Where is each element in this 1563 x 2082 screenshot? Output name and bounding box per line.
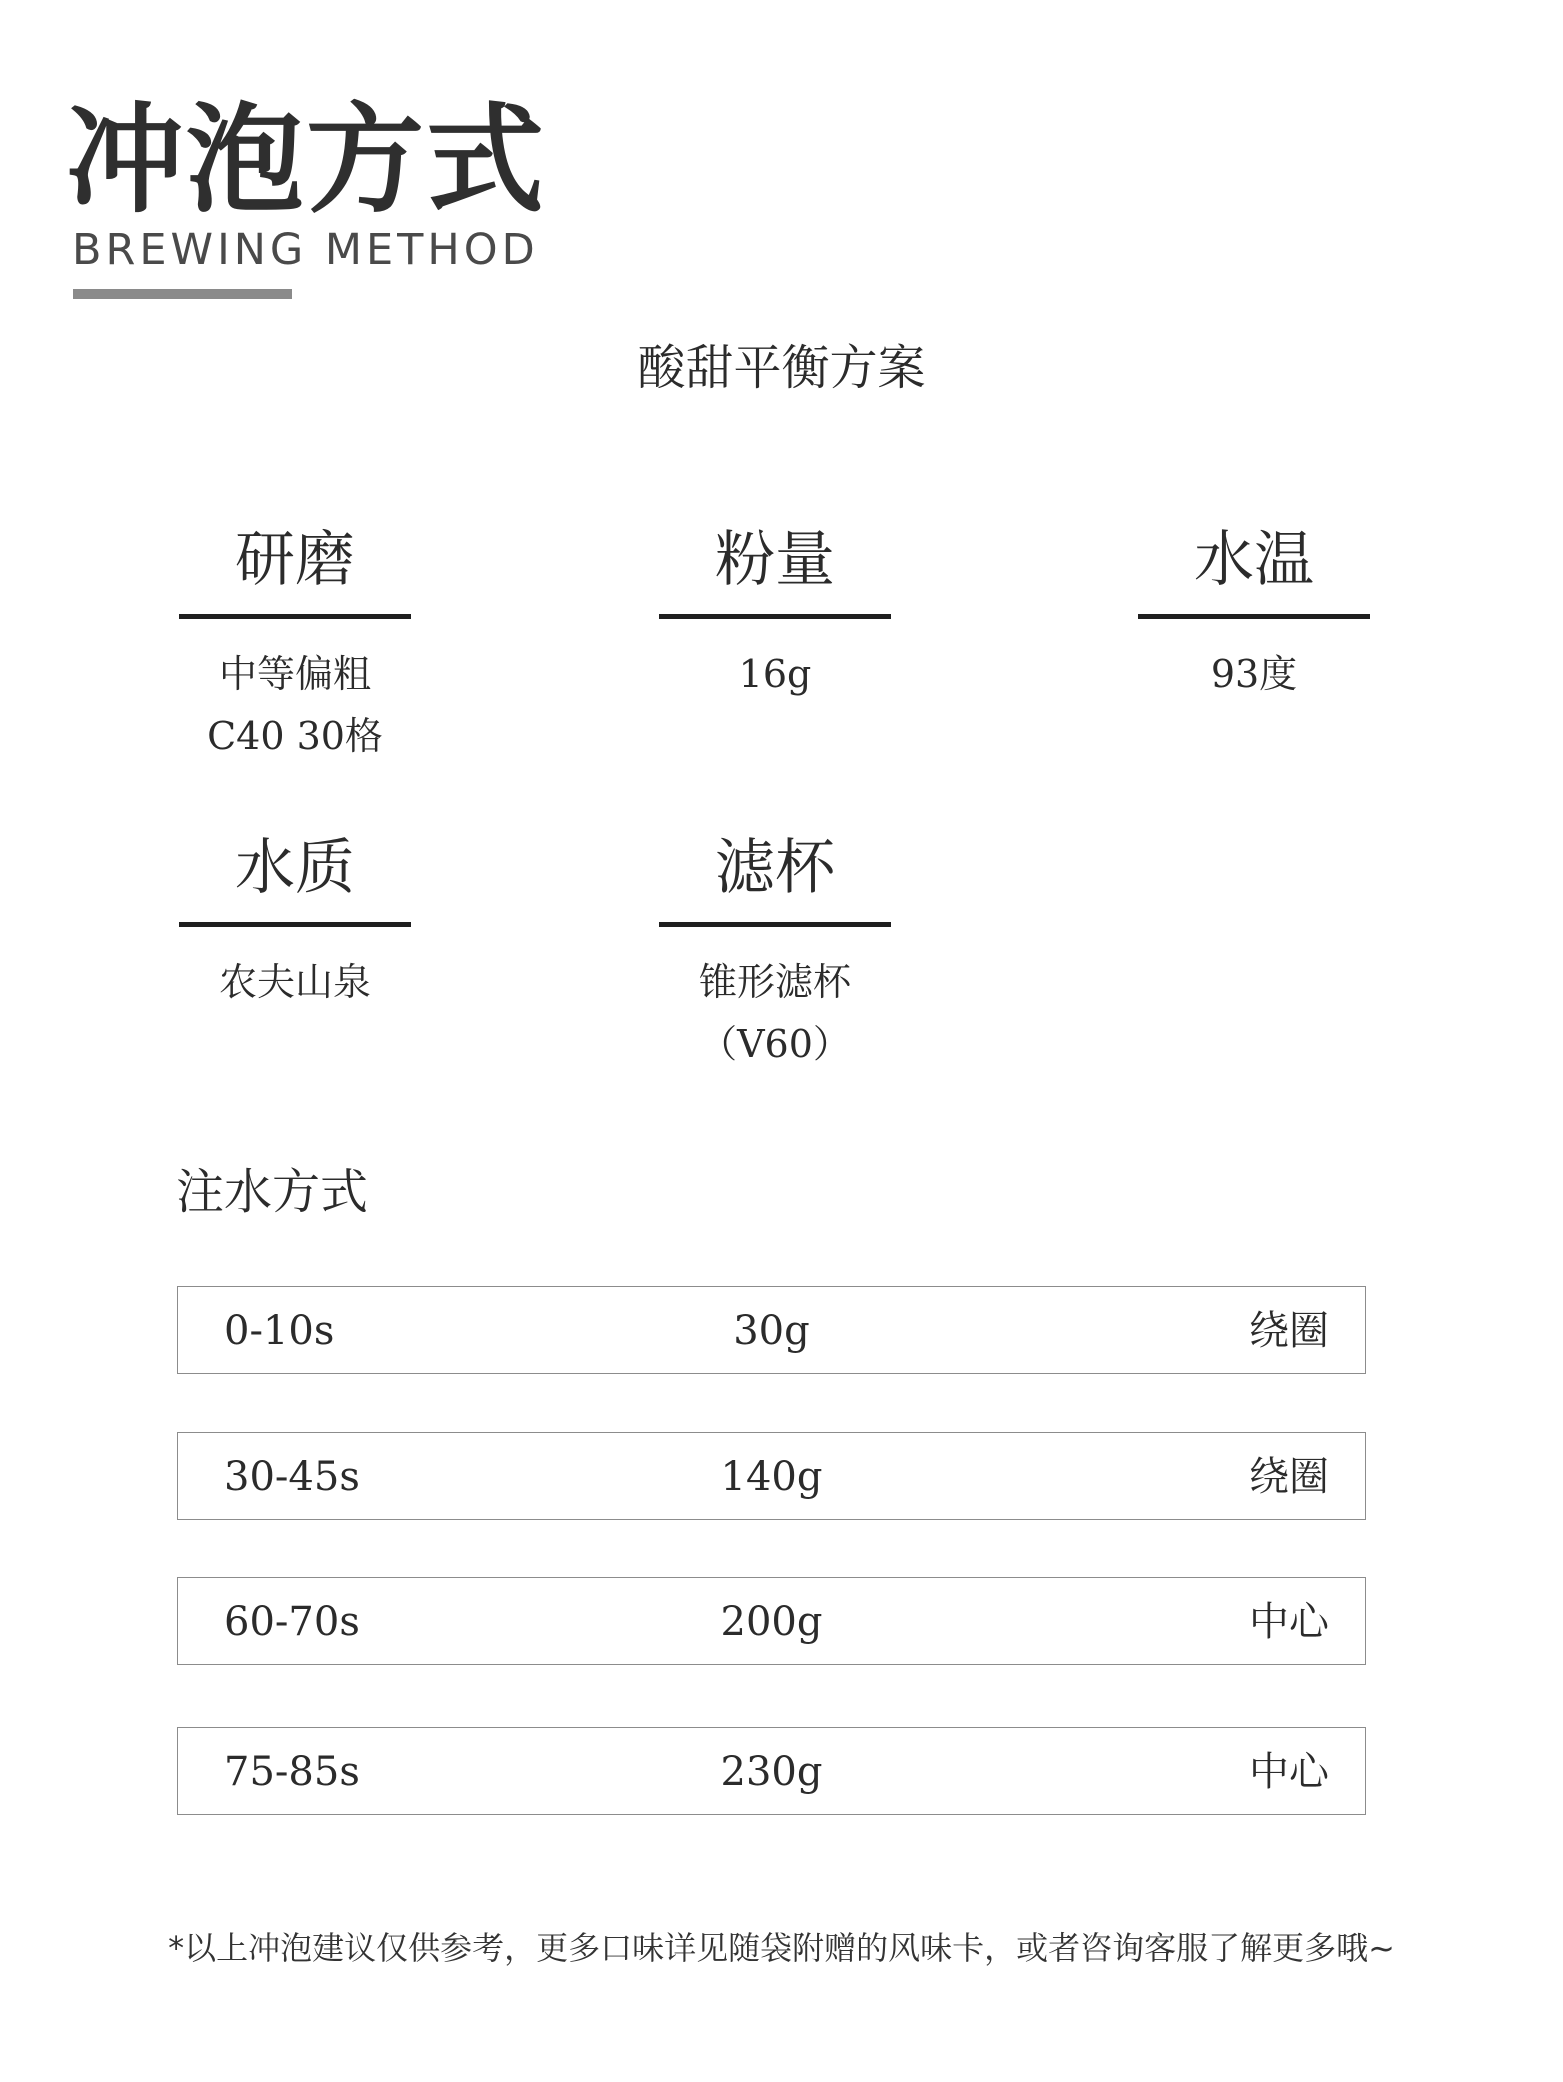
pour-method: 绕圈 (1249, 1454, 1329, 1500)
param-divider (1138, 614, 1370, 619)
pour-time: 30-45s (224, 1454, 360, 1500)
param-dripper (659, 832, 891, 1075)
param-label: 水温 (1194, 525, 1314, 595)
param-value (1138, 643, 1370, 705)
param-divider (659, 922, 891, 927)
plan-name: 酸甜平衡方案 (637, 340, 926, 396)
param-label: 粉量 (715, 525, 835, 595)
pour-amount: 200g (720, 1599, 823, 1645)
pour-amount: 230g (720, 1749, 823, 1795)
param-value (659, 951, 891, 1075)
param-value (179, 951, 411, 1013)
page-subtitle: BREWING METHOD (72, 225, 539, 275)
param-water-temp (1138, 524, 1370, 705)
pour-row (177, 1727, 1366, 1815)
title-underline (73, 289, 292, 299)
footnote: *以上冲泡建议仅供参考，更多口味详见随袋附赠的风味卡，或者咨询客服了解更多哦~ (168, 1929, 1395, 1967)
param-dose (659, 524, 891, 705)
pour-amount: 140g (720, 1454, 823, 1500)
param-value-line: 农夫山泉 (218, 960, 371, 1004)
param-label: 水质 (235, 833, 355, 903)
param-value-line: C40 30格 (207, 714, 383, 758)
param-value (659, 643, 891, 705)
pour-method: 绕圈 (1249, 1308, 1329, 1354)
param-divider (179, 614, 411, 619)
param-divider (659, 614, 891, 619)
pour-heading: 注水方式 (176, 1164, 369, 1220)
param-divider (179, 922, 411, 927)
param-value (179, 643, 411, 767)
pour-amount: 30g (733, 1308, 810, 1354)
pour-time: 0-10s (224, 1308, 335, 1354)
param-value-line: 16g (738, 652, 812, 696)
param-label: 滤杯 (715, 833, 835, 903)
pour-row (177, 1577, 1366, 1665)
param-value-line: 锥形滤杯 (698, 960, 851, 1004)
param-value-line: 93度 (1210, 652, 1298, 696)
param-grind (179, 524, 411, 767)
pour-row (177, 1432, 1366, 1520)
param-value-line: （V60） (699, 1022, 851, 1066)
param-water-quality (179, 832, 411, 1013)
pour-method: 中心 (1249, 1749, 1329, 1795)
page-title: 冲泡方式 (66, 91, 547, 229)
pour-row (177, 1286, 1366, 1374)
pour-method: 中心 (1249, 1599, 1329, 1645)
pour-time: 75-85s (224, 1749, 360, 1795)
param-value-line: 中等偏粗 (218, 652, 371, 696)
param-label: 研磨 (235, 525, 355, 595)
pour-time: 60-70s (224, 1599, 360, 1645)
